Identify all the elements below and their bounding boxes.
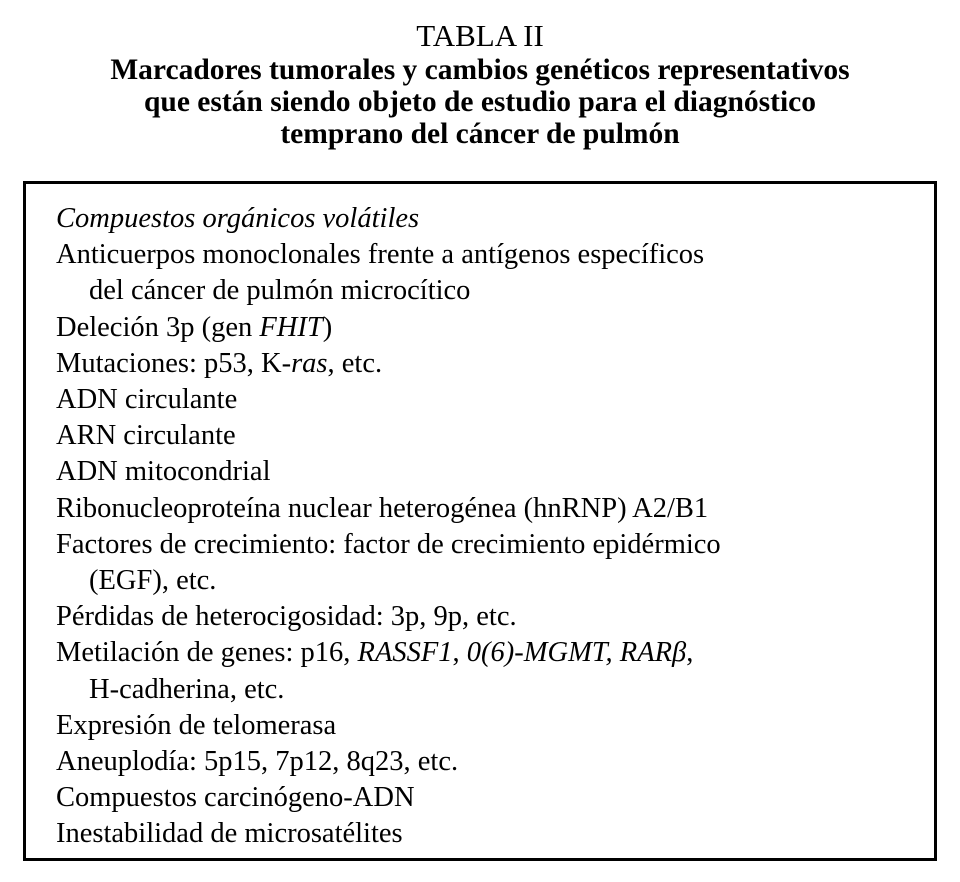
list-item [56,816,721,852]
item-text: , etc. [327,347,383,379]
item-text: ARN circulante [56,420,236,452]
gene-name: 0(6)-MGMT, RARβ [466,637,687,669]
caption-line: Marcadores tumorales y cambios genéticos representativos [110,54,850,86]
list-item [56,635,721,707]
item-text: Compuestos carcinógeno-ADN [56,782,415,814]
gene-name: FHIT [259,311,323,343]
caption-line: temprano del cáncer de pulmón [280,118,680,150]
list-item [56,237,721,309]
list-item [56,310,721,346]
item-continuation: del cáncer de pulmón microcítico [89,275,471,307]
item-text: ADN circulante [56,384,238,416]
item-text: Aneuplodía: 5p15, 7p12, 8q23, etc. [56,746,459,778]
gene-name: ras [291,347,328,379]
item-text: Factores de crecimiento: factor de crecimiento epidérmico [56,528,721,560]
list-item [56,418,721,454]
list-item [56,454,721,490]
item-continuation: (EGF), etc. [89,565,217,597]
list-item [56,599,721,635]
list-item [56,491,721,527]
list-item [56,708,721,744]
item-text: Inestabilidad de microsatélites [56,818,403,850]
list-item [56,780,721,816]
gene-name: RASSF1 [357,637,453,669]
caption-line: que están siendo objeto de estudio para el diagnóstico [144,86,816,118]
table-heading [0,18,960,150]
item-text: , [452,637,467,669]
list-item [56,382,721,418]
item-text: Mutaciones: p53, K- [56,347,292,379]
table-box [23,181,937,861]
item-text: Expresión de telomerasa [56,709,337,741]
table-label: TABLA II [416,18,544,53]
item-text: ) [322,311,333,343]
item-continuation: H-cadherina, etc. [89,673,285,705]
list-item [56,527,721,599]
list-item [56,744,721,780]
item-text: Metilación de genes: p16, [56,637,358,669]
marker-list [56,201,721,853]
item-text: , [686,637,694,669]
item-text: Compuestos orgánicos volátiles [56,203,420,234]
item-text: Anticuerpos monoclonales frente a antígenos específicos [56,239,705,271]
item-text: Deleción 3p (gen [56,311,260,343]
item-text: Ribonucleoproteína nuclear heterogénea (hnRNP) A2/B1 [56,492,709,524]
item-text: Pérdidas de heterocigosidad: 3p, 9p, etc. [56,601,517,633]
list-item [56,346,721,382]
item-text: ADN mitocondrial [56,456,271,488]
table-caption [0,54,960,150]
list-item [56,201,721,237]
